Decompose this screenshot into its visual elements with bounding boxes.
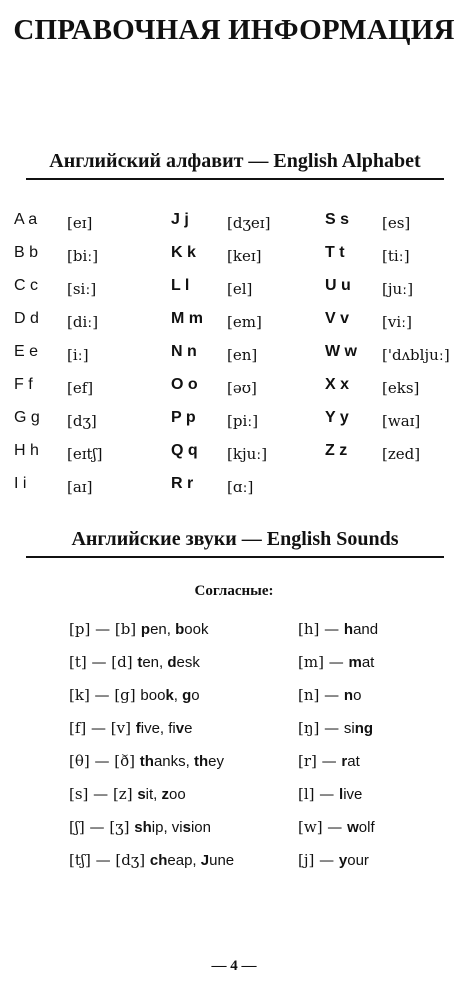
example-text: o <box>353 687 362 704</box>
alphabet-letter: K k <box>171 244 196 261</box>
highlighted-letters: b <box>175 621 185 638</box>
alphabet-letter: L l <box>171 277 190 294</box>
sound-transcription: [w] — <box>298 818 348 836</box>
alphabet-letter: J j <box>171 211 189 228</box>
sound-example <box>141 621 209 638</box>
sound-row <box>69 752 234 785</box>
alphabet-letter: Y y <box>325 409 349 426</box>
sound-transcription: [ŋ] — <box>298 719 344 737</box>
alphabet-letter: F f <box>14 376 33 393</box>
alphabet-transcription: [ɑː] <box>227 478 254 496</box>
sound-example <box>348 654 374 671</box>
consonants-subheading: Согласные: <box>194 583 274 599</box>
highlighted-letters: sh <box>134 819 152 836</box>
example-text: ip, vi <box>151 819 183 836</box>
sound-row <box>298 818 378 851</box>
sound-example <box>137 654 200 671</box>
alphabet-letter: Q q <box>171 442 198 459</box>
sound-transcription: [t] — [d] <box>69 653 138 671</box>
sound-transcription: [p] — [b] <box>69 620 141 638</box>
example-text: ive, fi <box>140 720 176 737</box>
highlighted-letters: f <box>135 720 141 737</box>
example-text: at <box>361 654 375 671</box>
highlighted-letters: ch <box>149 852 168 869</box>
example-text: en, <box>150 621 176 638</box>
example-text: ive <box>343 786 363 803</box>
alphabet-transcription: [waɪ] <box>382 412 421 430</box>
alphabet-letter: X x <box>325 376 350 393</box>
highlighted-letters: n <box>343 687 354 704</box>
alphabet-transcription: [em] <box>227 313 262 331</box>
sound-row <box>298 686 378 719</box>
sound-transcription: [s] — [z] <box>69 785 138 803</box>
example-text: boo <box>140 687 166 704</box>
alphabet-transcription: [əʊ] <box>227 379 257 397</box>
highlighted-letters: r <box>341 753 348 770</box>
alphabet-letter: E e <box>14 343 39 360</box>
sound-row <box>69 851 234 884</box>
alphabet-letter: C c <box>14 277 38 294</box>
alphabet-transcription: [dʒ] <box>67 412 97 430</box>
consonants-column-right <box>298 620 378 884</box>
alphabet-transcription: [ef] <box>67 379 94 397</box>
alphabet-transcription: [el] <box>227 280 253 298</box>
alphabet-transcription: [eɪtʃ] <box>67 445 103 463</box>
page-title: СПРАВОЧНАЯ ИНФОРМАЦИЯ <box>13 14 455 46</box>
page-number: — 4 — <box>211 958 257 974</box>
sound-row <box>69 818 234 851</box>
alphabet-transcription: [en] <box>227 346 258 364</box>
example-text: olf <box>358 819 375 836</box>
alphabet-letter: W w <box>325 343 357 360</box>
highlighted-letters: s <box>137 786 146 803</box>
highlighted-letters: th <box>193 753 209 770</box>
alphabet-letter: R r <box>171 475 194 492</box>
sound-example <box>339 786 362 803</box>
alphabet-transcription: [eɪ] <box>67 214 93 232</box>
sound-example <box>136 720 193 737</box>
alphabet-letter: Z z <box>325 442 348 459</box>
alphabet-transcription: [siː] <box>67 280 97 298</box>
alphabet-transcription: [tiː] <box>382 247 410 265</box>
alphabet-letter: A a <box>14 211 38 228</box>
sounds-section-heading: Английские звуки — English Sounds <box>26 528 444 558</box>
example-text: une <box>209 852 235 869</box>
example-text: , <box>173 687 183 704</box>
example-text: our <box>347 852 369 869</box>
alphabet-letter: D d <box>14 310 39 327</box>
sound-example <box>150 852 234 869</box>
highlighted-letters: g <box>182 687 192 704</box>
highlighted-letters: v <box>175 720 185 737</box>
highlighted-letters: y <box>338 852 348 869</box>
sound-example <box>140 687 199 704</box>
alphabet-letter: B b <box>14 244 39 261</box>
alphabet-letter: S s <box>325 211 350 228</box>
example-text: ey <box>208 753 224 770</box>
alphabet-transcription: [piː] <box>227 412 259 430</box>
sound-row <box>69 653 234 686</box>
alphabet-letter: G g <box>14 409 40 426</box>
alphabet-letter: P p <box>171 409 196 426</box>
sound-transcription: [tʃ] — [dʒ] <box>69 851 150 869</box>
alphabet-transcription: [kjuː] <box>227 445 268 463</box>
alphabet-transcription: [keɪ] <box>227 247 262 265</box>
highlighted-letters: m <box>348 654 362 671</box>
sound-row <box>298 851 378 884</box>
consonants-column-left <box>69 620 234 884</box>
alphabet-transcription: [juː] <box>382 280 414 298</box>
highlighted-letters: z <box>161 786 170 803</box>
alphabet-section-heading: Английский алфавит — English Alphabet <box>26 150 444 180</box>
sound-example <box>347 819 375 836</box>
sound-row <box>298 752 378 785</box>
sound-transcription: [n] — <box>298 686 344 704</box>
alphabet-transcription: [es] <box>382 214 411 232</box>
highlighted-letters: t <box>137 654 143 671</box>
sound-example <box>134 819 211 836</box>
sound-row <box>69 785 234 818</box>
sound-example <box>137 786 185 803</box>
highlighted-letters: l <box>339 786 344 803</box>
highlighted-letters: s <box>182 819 191 836</box>
alphabet-transcription: [diː] <box>67 313 99 331</box>
sound-example <box>344 720 373 737</box>
alphabet-transcription: ['dʌbljuː] <box>382 346 450 364</box>
sound-transcription: [f] — [v] <box>69 719 136 737</box>
example-text: anks, <box>153 753 194 770</box>
alphabet-transcription: [eks] <box>382 379 420 397</box>
example-text: it, <box>145 786 162 803</box>
example-text: e <box>184 720 193 737</box>
sound-row <box>298 620 378 653</box>
example-text: o <box>191 687 200 704</box>
example-text: ion <box>190 819 211 836</box>
sound-row <box>298 785 378 818</box>
highlighted-letters: k <box>165 687 174 704</box>
alphabet-letter: M m <box>171 310 203 327</box>
highlighted-letters: ng <box>354 720 374 737</box>
example-text: si <box>343 720 355 737</box>
sound-transcription: [j] — <box>298 851 339 869</box>
alphabet-transcription: [dʒeɪ] <box>227 214 271 232</box>
alphabet-letter: T t <box>325 244 345 261</box>
highlighted-letters: w <box>347 819 359 836</box>
example-text: ook <box>184 621 209 638</box>
highlighted-letters: th <box>139 753 154 770</box>
sound-transcription: [r] — <box>298 752 342 770</box>
alphabet-transcription: [aɪ] <box>67 478 93 496</box>
highlighted-letters: h <box>343 621 354 638</box>
alphabet-transcription: [zed] <box>382 445 421 463</box>
sound-transcription: [θ] — [ð] <box>69 752 140 770</box>
sound-row <box>69 719 234 752</box>
alphabet-letter: N n <box>171 343 197 360</box>
alphabet-letter: H h <box>14 442 39 459</box>
sound-example <box>140 753 224 770</box>
example-text: en, <box>142 654 168 671</box>
sound-example <box>339 852 369 869</box>
sound-example <box>344 621 378 638</box>
example-text: eap, <box>167 852 201 869</box>
alphabet-transcription: [iː] <box>67 346 89 364</box>
sound-transcription: [h] — <box>298 620 344 638</box>
alphabet-letter: V v <box>325 310 350 327</box>
example-text: oo <box>169 786 186 803</box>
sound-transcription: [k] — [g] <box>69 686 141 704</box>
alphabet-transcription: [biː] <box>67 247 99 265</box>
sound-transcription: [l] — <box>298 785 340 803</box>
alphabet-letter: I i <box>14 475 27 492</box>
alphabet-letter: O o <box>171 376 198 393</box>
alphabet-letter: U u <box>325 277 351 294</box>
sound-row <box>69 686 234 719</box>
sound-transcription: [m] — <box>298 653 349 671</box>
sound-transcription: [ʃ] — [ʒ] <box>69 818 135 836</box>
sound-example <box>344 687 362 704</box>
highlighted-letters: J <box>200 852 210 869</box>
highlighted-letters: p <box>140 621 151 638</box>
example-text: esk <box>176 654 200 671</box>
sound-row <box>298 653 378 686</box>
sound-row <box>298 719 378 752</box>
alphabet-transcription: [viː] <box>382 313 413 331</box>
example-text: and <box>353 621 379 638</box>
highlighted-letters: d <box>167 654 177 671</box>
sound-example <box>341 753 359 770</box>
sound-row <box>69 620 234 653</box>
example-text: at <box>347 753 360 770</box>
